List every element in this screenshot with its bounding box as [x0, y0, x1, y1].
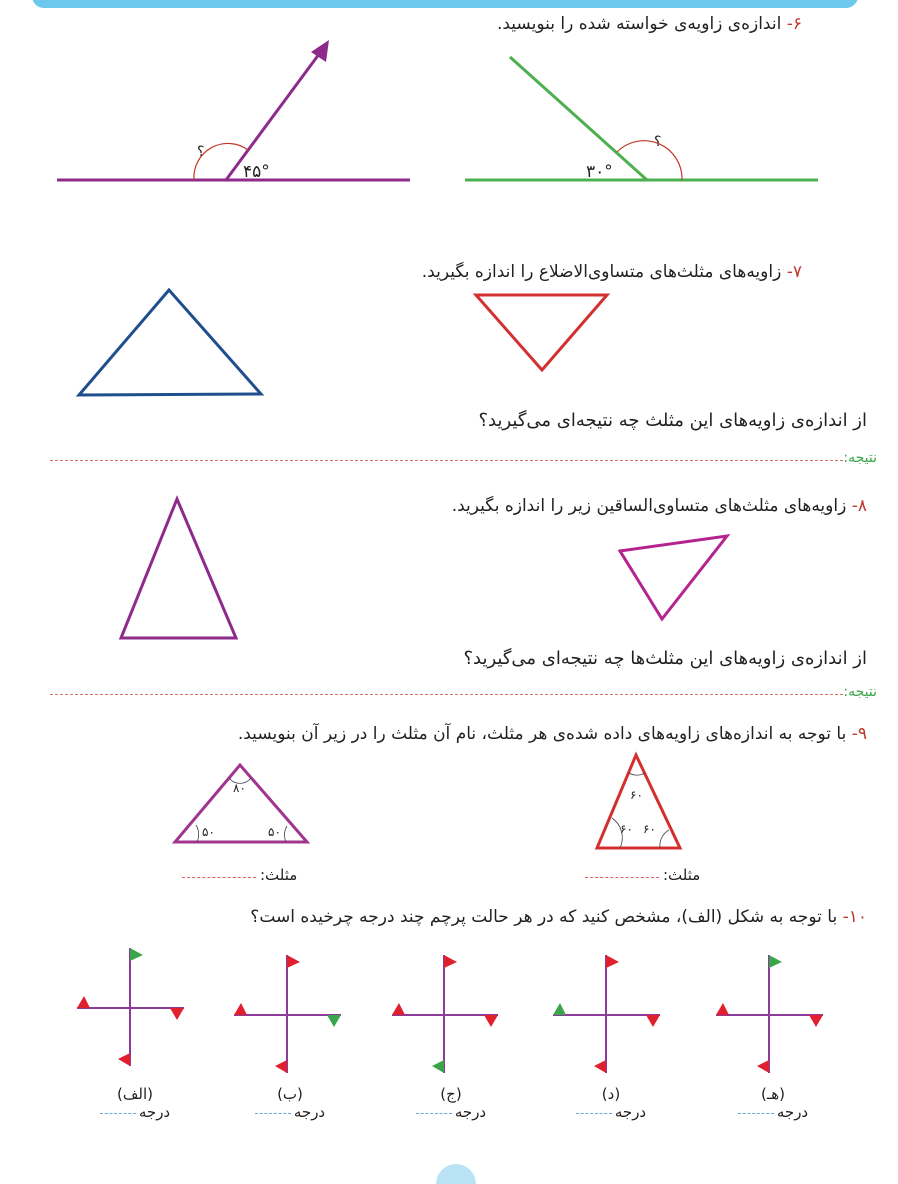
flag-caption-dal[interactable] — [556, 1085, 666, 1121]
caption-label: مثلث: — [260, 866, 298, 884]
degree-unit: درجه — [138, 1103, 171, 1121]
angle-label-right: ۶۰ — [643, 822, 656, 836]
angle-label-top: ۸۰ — [233, 781, 246, 795]
flag-caption-alef[interactable] — [80, 1085, 190, 1121]
question-10-number: ۱۰- — [842, 907, 867, 927]
figure-label: (هـ) — [760, 1085, 785, 1103]
given-angle-30: ۳۰° — [586, 162, 613, 182]
angle-label-left: ۵۰ — [202, 825, 215, 839]
question-7-followup: از اندازه‌ی زاویه‌های این مثلث چه نتیجه‌ای می‌گیرید؟ — [478, 410, 867, 431]
figure-label: (ج) — [440, 1085, 462, 1103]
question-6-text: اندازه‌ی زاویه‌ی خواسته شده را بنویسید. — [496, 14, 782, 34]
unknown-angle-right: ؟ — [654, 134, 662, 150]
angle-label-left: ۶۰ — [620, 822, 633, 836]
question-9-number: ۹- — [851, 724, 867, 744]
question-6-number: ۶- — [786, 14, 802, 34]
degree-unit: درجه — [454, 1103, 487, 1121]
result-label: نتیجه: — [843, 684, 877, 700]
question-10-text: با توجه به شکل (الف)، مشخص کنید که در هر حالت پرچم چند درجه چرخیده است؟ — [250, 907, 838, 927]
figure-label: (ب) — [277, 1085, 303, 1103]
answer-dashed-line — [416, 1113, 452, 1114]
result-label: نتیجه: — [843, 450, 877, 466]
flag-caption-he[interactable] — [718, 1085, 828, 1121]
degree-unit: درجه — [776, 1103, 809, 1121]
angle-label-right: ۵۰ — [268, 825, 281, 839]
degree-unit: درجه — [614, 1103, 647, 1121]
degree-unit: درجه — [293, 1103, 326, 1121]
figure-label: (د) — [601, 1085, 621, 1103]
answer-dashed-line — [576, 1113, 612, 1114]
given-angle-45: ۴۵° — [243, 162, 270, 182]
question-8-followup: از اندازه‌ی زاویه‌های این مثلث‌ها چه نتیجه‌ای می‌گیرید؟ — [463, 648, 867, 669]
angle-label-top: ۶۰ — [630, 788, 643, 802]
question-8-number: ۸- — [851, 496, 867, 516]
answer-dashed-line — [255, 1113, 291, 1114]
unknown-angle-left: ؟ — [197, 144, 205, 160]
question-9-text: با توجه به اندازه‌های زاویه‌های داده شده‌ی هر مثلث، نام آن مثلث را در زیر آن بنویسید. — [237, 724, 847, 744]
answer-dashed-line — [100, 1113, 136, 1114]
caption-label: مثلث: — [663, 866, 701, 884]
answer-dashed-line — [738, 1113, 774, 1114]
question-8-text: زاویه‌های مثلث‌های متساوی‌الساقین زیر را اندازه بگیرید. — [451, 496, 847, 516]
question-7-text: زاویه‌های مثلث‌های متساوی‌الاضلاع را اندازه بگیرید. — [421, 262, 782, 282]
question-7-number: ۷- — [786, 262, 802, 282]
flag-caption-be[interactable] — [235, 1085, 345, 1121]
figure-label: (الف) — [117, 1085, 153, 1103]
flag-caption-jim[interactable] — [396, 1085, 506, 1121]
